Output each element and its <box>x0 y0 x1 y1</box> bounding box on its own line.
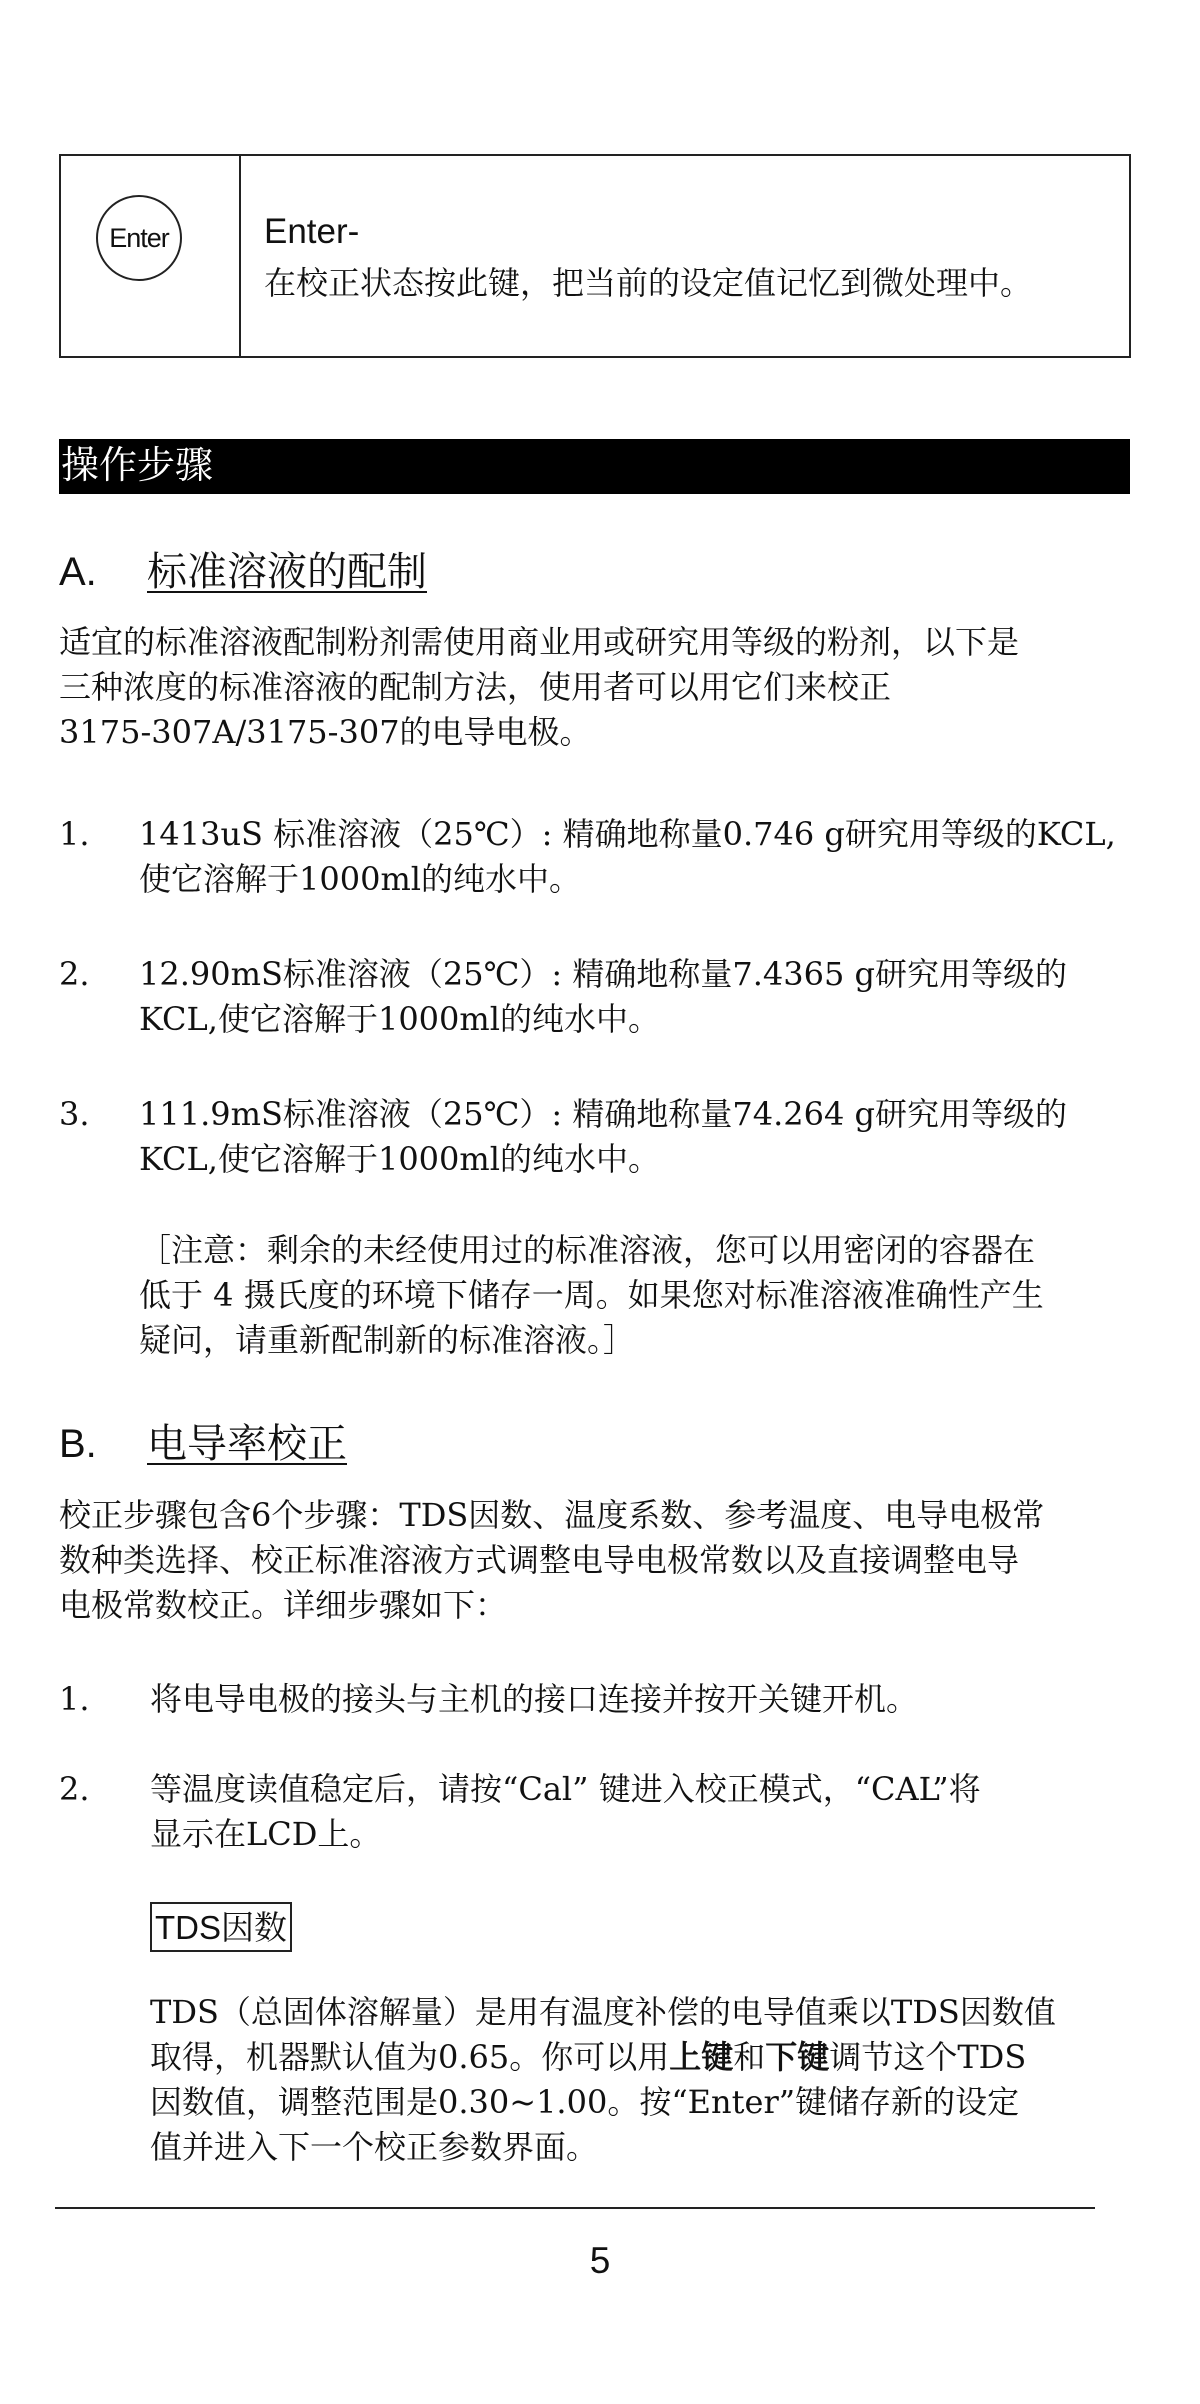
list-item-number: 3. <box>59 1095 90 1133</box>
paragraph-line: KCL,使它溶解于1000ml的纯水中。 <box>139 1000 660 1038</box>
step-text: 将电导电极的接头与主机的接口连接并按开关键开机。 <box>150 1680 919 1718</box>
section-a-intro <box>59 620 1019 755</box>
paragraph-line: ［注意：剩余的未经使用过的标准溶液，您可以用密闭的容器在 <box>139 1231 1036 1269</box>
paragraph-line <box>150 2035 1056 2080</box>
paragraph-line: 3175-307A/3175-307的电导电极。 <box>59 713 592 751</box>
paragraph-line: 数种类选择、校正标准溶液方式调整电导电极常数以及直接调整电导 <box>59 1541 1020 1579</box>
paragraph-line: 1413uS 标准溶液（25℃）: 精确地称量0.746 g研究用等级的KCL, <box>139 815 1116 853</box>
storage-note <box>139 1228 1044 1363</box>
enter-key-icon: Enter <box>96 195 182 281</box>
footer-rule <box>55 2207 1095 2209</box>
list-item-text <box>139 1092 1067 1182</box>
paragraph-line: 疑问，请重新配制新的标准溶液。］ <box>139 1321 636 1359</box>
up-key-label: 上键 <box>669 2038 734 2076</box>
enter-key-table <box>59 154 1131 358</box>
tds-factor-paragraph <box>150 1990 1056 2170</box>
step-number: 2. <box>59 1770 90 1808</box>
paragraph-text: 取得，机器默认值为0.65。你可以用 <box>150 2038 670 2076</box>
paragraph-line: TDS（总固体溶解量）是用有温度补偿的电导值乘以TDS因数值 <box>150 1993 1056 2031</box>
paragraph-text: 调节这个TDS <box>829 2038 1027 2076</box>
tds-factor-label: TDS因数 <box>150 1902 292 1952</box>
list-item-number: 2. <box>59 955 90 993</box>
enter-key-description: 在校正状态按此键，把当前的设定值记忆到微处理中。 <box>264 264 1033 302</box>
list-item-text <box>139 952 1067 1042</box>
table-divider <box>239 156 241 356</box>
section-b-letter: B. <box>59 1422 97 1466</box>
section-a-letter: A. <box>59 550 97 594</box>
step-text <box>150 1767 981 1857</box>
paragraph-line: 111.9mS标准溶液（25℃）: 精确地称量74.264 g研究用等级的 <box>139 1095 1067 1133</box>
section-a-heading <box>59 540 427 597</box>
paragraph-line: 显示在LCD上。 <box>150 1815 382 1853</box>
step-number: 1. <box>59 1680 90 1718</box>
paragraph-line: 等温度读值稳定后，请按“Cal” 键进入校正模式，“CAL”将 <box>150 1770 981 1808</box>
section-a-title: 标准溶液的配制 <box>147 550 427 594</box>
enter-key-name: Enter- <box>264 212 360 251</box>
page-number: 5 <box>589 2240 611 2281</box>
paragraph-line: 使它溶解于1000ml的纯水中。 <box>139 860 582 898</box>
section-b-title: 电导率校正 <box>147 1422 347 1466</box>
paragraph-line: 低于 4 摄氏度的环境下储存一周。如果您对标准溶液准确性产生 <box>139 1276 1044 1314</box>
paragraph-line: 因数值，调整范围是0.30~1.00。按“Enter”键储存新的设定 <box>150 2083 1020 2121</box>
paragraph-line: 适宜的标准溶液配制粉剂需使用商业用或研究用等级的粉剂，以下是 <box>59 623 1020 661</box>
paragraph-line: 值并进入下一个校正参数界面。 <box>150 2128 599 2166</box>
down-key-label: 下键 <box>765 2038 830 2076</box>
list-item-number: 1. <box>59 815 90 853</box>
section-b-heading <box>59 1412 347 1469</box>
paragraph-line: 12.90mS标准溶液（25℃）: 精确地称量7.4365 g研究用等级的 <box>139 955 1067 993</box>
paragraph-line: 校正步骤包含6个步骤：TDS因数、温度系数、参考温度、电导电极常 <box>59 1496 1045 1534</box>
paragraph-line: 电极常数校正。详细步骤如下： <box>59 1586 508 1624</box>
paragraph-text: 和 <box>733 2038 766 2076</box>
section-bar-operation-steps: 操作步骤 <box>59 439 1130 494</box>
section-b-intro <box>59 1493 1044 1628</box>
list-item-text <box>139 812 1116 902</box>
paragraph-line: KCL,使它溶解于1000ml的纯水中。 <box>139 1140 660 1178</box>
paragraph-line: 三种浓度的标准溶液的配制方法，使用者可以用它们来校正 <box>59 668 892 706</box>
